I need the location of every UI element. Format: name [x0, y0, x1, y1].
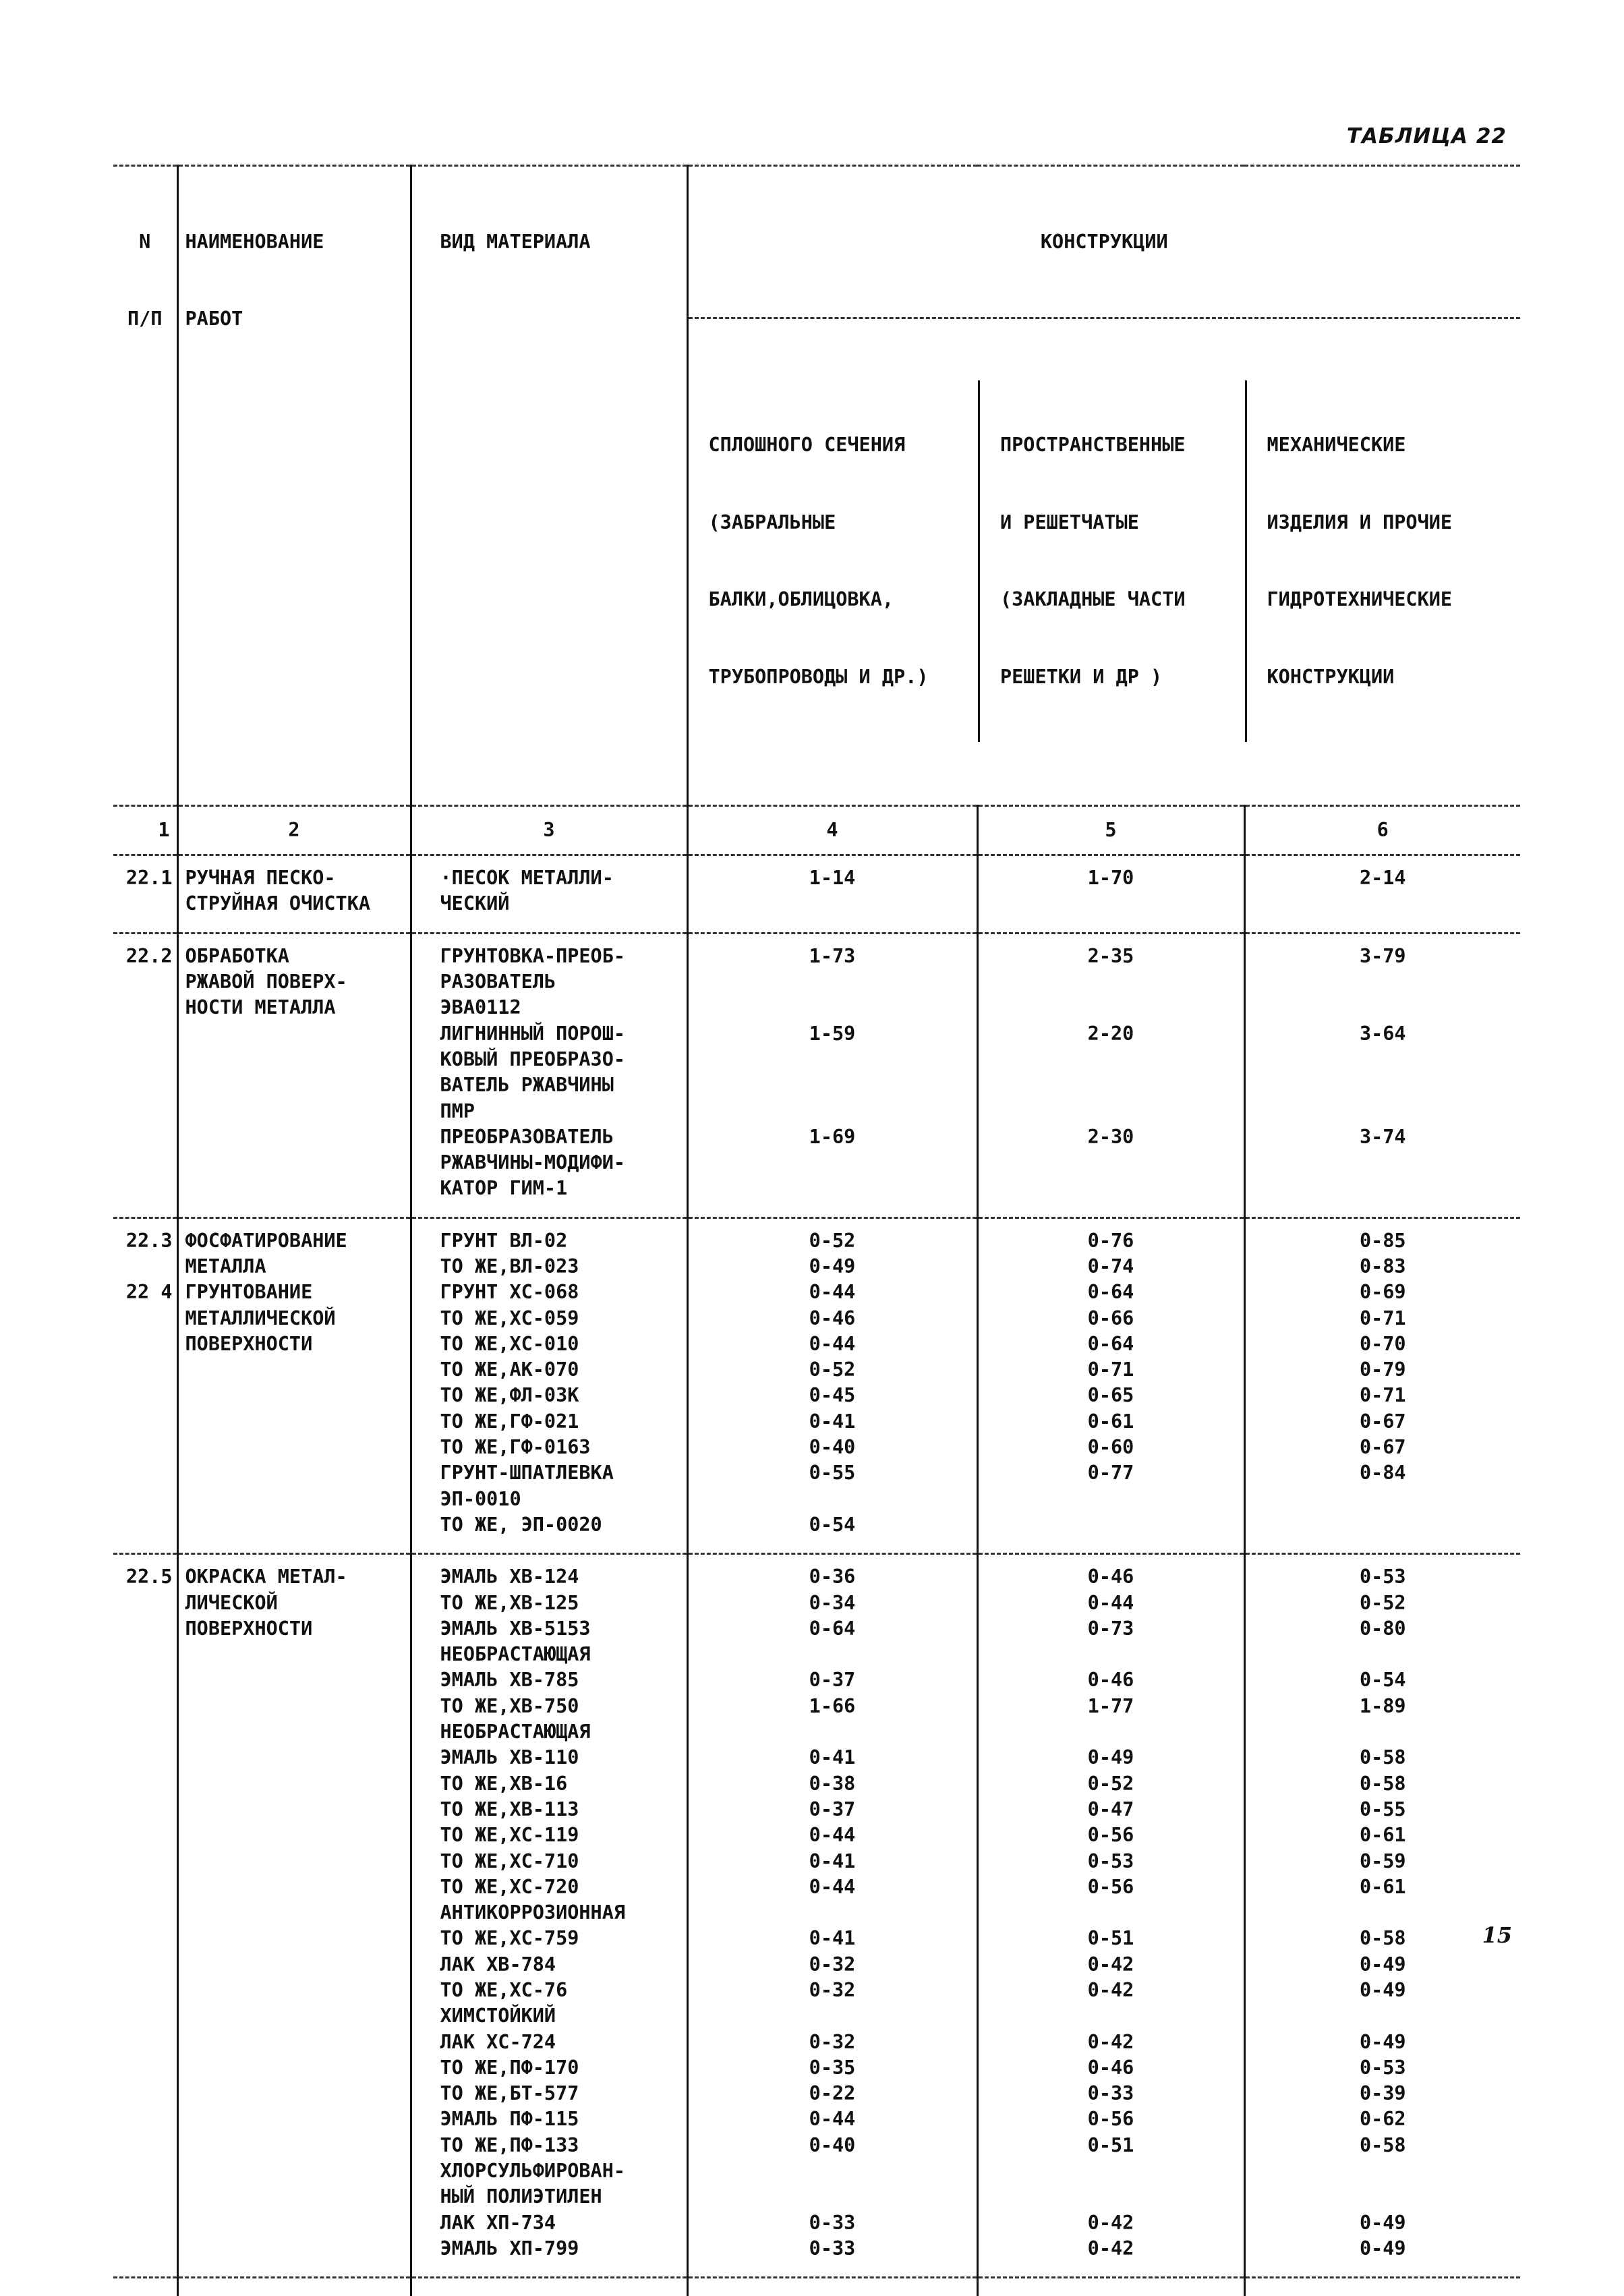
- cell-line: ПМР: [440, 1099, 475, 1122]
- cell-line: 0-71: [1087, 1358, 1134, 1381]
- cell-line: ФОСФАТИРОВАНИЕ: [185, 1229, 347, 1252]
- cell-line: 0-54: [809, 1513, 856, 1536]
- cell-line: 1-70: [1087, 867, 1134, 890]
- cell-line: КОВЫЙ ПРЕОБРАЗО-: [440, 1047, 626, 1070]
- cell-line: КАТОР ГИМ-1: [440, 1177, 568, 1200]
- cell-line: 0-58: [1359, 2133, 1406, 2156]
- cell-line: ТО ЖЕ,ХС-710: [440, 1849, 579, 1872]
- row-number: [113, 1217, 177, 1554]
- page-number: 15: [1482, 1922, 1512, 1948]
- cell-line: 0-36: [809, 1566, 856, 1588]
- cell-line: 0-41: [809, 1746, 856, 1769]
- cell-line: ГРУНТ ХС-068: [440, 1281, 579, 1304]
- cell-line: 0-33: [809, 2237, 856, 2260]
- material: [411, 933, 687, 1217]
- cell-line: 0-53: [1359, 2056, 1406, 2079]
- cell-line: ХЛОРСУЛЬФИРОВАН-: [440, 2160, 626, 2183]
- cell-line: ОБРАБОТКА: [185, 944, 289, 967]
- cell-line: 0-37: [809, 1669, 856, 1692]
- cell-line: НЕОБРАСТАЮЩАЯ: [440, 1721, 591, 1744]
- value-mechanical: [1244, 1554, 1520, 2278]
- cell-line: 22.2: [125, 944, 173, 967]
- column-number: 4: [687, 805, 977, 855]
- material: [411, 855, 687, 934]
- cell-line: 0-52: [1087, 1772, 1134, 1795]
- cell-line: 0-67: [1359, 1436, 1406, 1459]
- cell-line: 1-59: [809, 1022, 856, 1045]
- cell-line: ГРУНТ ВЛ-02: [440, 1229, 568, 1252]
- value-spatial: [977, 1554, 1244, 2278]
- cell-line: 0-42: [1087, 1979, 1134, 2001]
- cell-line: ТО ЖЕ,ГФ-0163: [440, 1436, 591, 1459]
- cell-line: 0-44: [809, 1281, 856, 1304]
- table-row: [113, 855, 1520, 934]
- header-sub-spatial: ПРОСТРАНСТВЕННЫЕ И РЕШЕТЧАТЫЕ (ЗАКЛАДНЫЕ ЧАСТИ РЕШЕТКИ И ДР ): [978, 380, 1245, 742]
- cell-line: ХИМСТОЙКИЙ: [440, 2005, 556, 2028]
- cell-line: РУЧНАЯ ПЕСКО-: [185, 867, 336, 890]
- cell-line: 0-33: [1087, 2082, 1134, 2105]
- cell-line: 2-30: [1087, 1125, 1134, 1148]
- row-number: [113, 855, 177, 934]
- cell-line: 0-85: [1359, 1229, 1406, 1252]
- cell-line: ЛАК ХВ-784: [440, 1953, 556, 1976]
- cell-line: 1-14: [809, 867, 856, 890]
- work-name: [177, 1554, 411, 2278]
- cell-line: ЭМАЛЬ ХВ-785: [440, 1669, 579, 1692]
- cell-line: 0-22: [809, 2082, 856, 2105]
- cell-line: 0-71: [1359, 1307, 1406, 1329]
- cell-line: 0-60: [1087, 1436, 1134, 1459]
- cell-line: 0-84: [1359, 1462, 1406, 1485]
- cell-line: 0-66: [1087, 1307, 1134, 1329]
- cell-line: 0-58: [1359, 1746, 1406, 1769]
- cell-line: 0-56: [1087, 2108, 1134, 2131]
- cell-line: МЕТАЛЛА: [185, 1255, 266, 1278]
- cell-line: 0-71: [1359, 1384, 1406, 1407]
- cell-line: МЕТАЛЛИЧЕСКОЙ: [185, 1307, 336, 1329]
- cell-line: ЭП-0010: [440, 1487, 521, 1510]
- cell-line: 0-74: [1087, 1255, 1134, 1278]
- column-number: 6: [1244, 805, 1520, 855]
- cell-line: ЛАК ХП-734: [440, 2211, 556, 2234]
- cell-line: 0-39: [1359, 2082, 1406, 2105]
- cell-line: ЭМАЛЬ ПФ-115: [440, 2108, 579, 2131]
- cell-line: 0-33: [809, 2211, 856, 2234]
- header-col-name: НАИМЕНОВАНИЕ РАБОТ: [177, 166, 411, 806]
- cell-line: СТРУЙНАЯ ОЧИСТКА: [185, 892, 371, 915]
- cell-line: 0-41: [809, 1927, 856, 1950]
- cell-line: [113, 1254, 173, 1280]
- cell-line: 0-37: [809, 1798, 856, 1820]
- cell-line: 0-69: [1359, 1281, 1406, 1304]
- material: [411, 1554, 687, 2278]
- cell-line: 0-53: [1087, 1849, 1134, 1872]
- cell-line: 0-44: [809, 1824, 856, 1847]
- cell-line: 0-55: [1359, 1798, 1406, 1820]
- cell-line: 0-47: [1087, 1798, 1134, 1820]
- column-number-row: [113, 805, 1520, 855]
- cell-line: 0-80: [1359, 1617, 1406, 1640]
- cell-line: 0-46: [1087, 1669, 1134, 1692]
- column-number: 2: [177, 805, 411, 855]
- cell-line: 0-64: [1087, 1332, 1134, 1355]
- cell-line: ТО ЖЕ,БТ-577: [440, 2082, 579, 2105]
- cell-line: ТО ЖЕ,ХС-119: [440, 1824, 579, 1847]
- cell-line: РАЗОВАТЕЛЬ: [440, 971, 556, 994]
- header-col-material: ВИД МАТЕРИАЛА: [411, 166, 687, 806]
- cell-line: 2-14: [1359, 867, 1406, 890]
- cell-line: 0-55: [809, 1462, 856, 1485]
- cell-line: 0-52: [809, 1229, 856, 1252]
- cell-line: 1-77: [1087, 1694, 1134, 1717]
- cell-line: 0-51: [1087, 1927, 1134, 1950]
- table-row: [113, 1217, 1520, 1554]
- cell-line: 2-35: [1087, 944, 1134, 967]
- cell-line: 1-69: [809, 1125, 856, 1148]
- cell-line: 0-32: [809, 1979, 856, 2001]
- cell-line: ОКРАСКА МЕТАЛ-: [185, 1566, 347, 1588]
- cell-line: 0-46: [809, 1307, 856, 1329]
- data-table: [113, 165, 1520, 2296]
- cell-line: 0-56: [1087, 1824, 1134, 1847]
- cell-line: 0-52: [1359, 1591, 1406, 1614]
- cell-line: ПОВЕРХНОСТИ: [185, 1617, 313, 1640]
- cell-line: ЭМАЛЬ ХВ-110: [440, 1746, 579, 1769]
- row-number: [113, 933, 177, 1217]
- cell-line: 0-42: [1087, 2211, 1134, 2234]
- value-mechanical: [1244, 1217, 1520, 1554]
- cell-line: 0-41: [809, 1849, 856, 1872]
- table-row: [113, 1554, 1520, 2278]
- cell-line: ТО ЖЕ,АК-070: [440, 1358, 579, 1381]
- value-spatial: [977, 1217, 1244, 1554]
- cell-line: ТО ЖЕ,ХС-76: [440, 1979, 568, 2001]
- cell-line: 0-46: [1087, 2056, 1134, 2079]
- cell-line: 0-46: [1087, 1566, 1134, 1588]
- cell-line: ПОВЕРХНОСТИ: [185, 1332, 313, 1355]
- cell-line: 22.1: [125, 867, 173, 890]
- cell-line: 22.5: [125, 1566, 173, 1588]
- work-name: [177, 1217, 411, 1554]
- cell-line: 0-64: [1087, 1281, 1134, 1304]
- cell-line: 0-77: [1087, 1462, 1134, 1485]
- cell-line: 0-40: [809, 1436, 856, 1459]
- value-solid: [687, 933, 977, 1217]
- cell-line: 22.3: [125, 1229, 173, 1252]
- cell-line: ГРУНТОВАНИЕ: [185, 1281, 313, 1304]
- cell-line: ЭВА0112: [440, 996, 521, 1019]
- cell-line: 0-40: [809, 2133, 856, 2156]
- cell-line: 0-42: [1087, 1953, 1134, 1976]
- cell-line: 3-64: [1359, 1022, 1406, 1045]
- cell-line: 0-65: [1087, 1384, 1134, 1407]
- cell-line: 0-44: [1087, 1591, 1134, 1614]
- cell-line: 0-61: [1087, 1410, 1134, 1433]
- cell-line: 0-32: [809, 2030, 856, 2053]
- cell-line: 0-76: [1087, 1229, 1134, 1252]
- cell-line: 0-62: [1359, 2108, 1406, 2131]
- cell-line: 0-49: [1359, 2211, 1406, 2234]
- header-sub-mechanical: МЕХАНИЧЕСКИЕ ИЗДЕЛИЯ И ПРОЧИЕ ГИДРОТЕХНИЧЕСКИЕ КОНСТРУКЦИИ: [1245, 380, 1521, 742]
- cell-line: 0-56: [1087, 1875, 1134, 1898]
- cell-line: ГРУНТОВКА-ПРЕОБ-: [440, 944, 626, 967]
- cell-line: ТО ЖЕ,ХВ-113: [440, 1798, 579, 1820]
- cell-line: ТО ЖЕ,ПФ-170: [440, 2056, 579, 2079]
- cell-line: ЭМАЛЬ ХВ-5153: [440, 1617, 591, 1640]
- cell-line: НЫЙ ПОЛИЭТИЛЕН: [440, 2185, 602, 2208]
- cell-line: НЕОБРАСТАЮЩАЯ: [440, 1643, 591, 1666]
- value-spatial: [977, 933, 1244, 1217]
- cell-line: ЛИГНИННЫЙ ПОРОШ-: [440, 1022, 626, 1045]
- column-number: 5: [977, 805, 1244, 855]
- cell-line: ТО ЖЕ,ФЛ-03К: [440, 1384, 579, 1407]
- cell-line: 0-49: [1087, 1746, 1134, 1769]
- cell-line: 0-49: [1359, 1953, 1406, 1976]
- cell-line: 0-54: [1359, 1669, 1406, 1692]
- cell-line: 0-53: [1359, 1566, 1406, 1588]
- cell-line: 0-35: [809, 2056, 856, 2079]
- value-mechanical: [1244, 933, 1520, 1217]
- cell-line: 0-45: [809, 1384, 856, 1407]
- cell-line: 0-38: [809, 1772, 856, 1795]
- cell-line: ·ПЕСОК МЕТАЛЛИ-: [440, 867, 614, 890]
- cell-line: ТО ЖЕ,ХС-059: [440, 1307, 579, 1329]
- cell-line: РЖАВОЙ ПОВЕРХ-: [185, 971, 347, 994]
- cell-line: 0-49: [809, 1255, 856, 1278]
- cell-line: АНТИКОРРОЗИОННАЯ: [440, 1901, 626, 1924]
- cell-line: РЖАВЧИНЫ-МОДИФИ-: [440, 1151, 626, 1174]
- cell-line: 0-32: [809, 1953, 856, 1976]
- cell-line: 0-49: [1359, 1979, 1406, 2001]
- value-solid: [687, 1554, 977, 2278]
- cell-line: 0-34: [809, 1591, 856, 1614]
- cell-line: ЛАК ХС-724: [440, 2030, 556, 2053]
- cell-line: 1-73: [809, 944, 856, 967]
- cell-line: 3-79: [1359, 944, 1406, 967]
- cell-line: ТО ЖЕ,ВЛ-023: [440, 1255, 579, 1278]
- work-name: [177, 855, 411, 934]
- cell-line: 0-41: [809, 1410, 856, 1433]
- column-number: 1: [113, 805, 177, 855]
- cell-line: ТО ЖЕ,ХВ-750: [440, 1694, 579, 1717]
- cell-line: ТО ЖЕ,ХС-759: [440, 1927, 579, 1950]
- cell-line: ТО ЖЕ,ПФ-133: [440, 2133, 579, 2156]
- cell-line: 0-52: [809, 1358, 856, 1381]
- cell-line: 0-58: [1359, 1772, 1406, 1795]
- cell-line: 0-67: [1359, 1410, 1406, 1433]
- cell-line: ПРЕОБРАЗОВАТЕЛЬ: [440, 1125, 614, 1148]
- cell-line: ТО ЖЕ,ХС-010: [440, 1332, 579, 1355]
- cell-line: 3-74: [1359, 1125, 1406, 1148]
- material: [411, 1217, 687, 1554]
- cell-line: 0-42: [1087, 2030, 1134, 2053]
- cell-line: 0-44: [809, 1332, 856, 1355]
- cell-line: 0-59: [1359, 1849, 1406, 1872]
- row-number: [113, 1554, 177, 2278]
- value-solid: [687, 855, 977, 934]
- cell-line: 0-61: [1359, 1824, 1406, 1847]
- header-col-constructions: КОНСТРУКЦИИ СПЛОШНОГО СЕЧЕНИЯ (ЗАБРАЛЬНЫЕ БАЛКИ,ОБЛИЦОВКА, ТРУБОПРОВОДЫ И ДР.) ПРОСТРАНСТВЕННЫЕ И РЕШЕТЧАТЫЕ (ЗАКЛАДНЫЕ ЧАСТИ РЕШЕТКИ И ДР ) МЕХАНИЧЕСКИЕ ИЗДЕЛИЯ И ПРОЧИЕ ГИДРОТЕХНИЧЕСКИЕ КОНСТРУКЦИИ: [687, 166, 1520, 806]
- cell-line: ЧЕСКИЙ: [440, 892, 510, 915]
- cell-line: 22 4: [125, 1281, 173, 1304]
- cell-line: 0-49: [1359, 2030, 1406, 2053]
- cell-line: ТО ЖЕ, ЭП-0020: [440, 1513, 602, 1536]
- cell-line: 0-61: [1359, 1875, 1406, 1898]
- table-row: [113, 933, 1520, 1217]
- cell-line: ЛИЧЕСКОЙ: [185, 1591, 278, 1614]
- cell-line: 0-79: [1359, 1358, 1406, 1381]
- column-number: 3: [411, 805, 687, 855]
- cell-line: НОСТИ МЕТАЛЛА: [185, 996, 336, 1019]
- cell-line: 0-51: [1087, 2133, 1134, 2156]
- cell-line: ВАТЕЛЬ РЖАВЧИНЫ: [440, 1074, 614, 1097]
- cell-line: 0-44: [809, 2108, 856, 2131]
- cell-line: 0-49: [1359, 2237, 1406, 2260]
- cell-line: 2-20: [1087, 1022, 1134, 1045]
- header-sub-solid: СПЛОШНОГО СЕЧЕНИЯ (ЗАБРАЛЬНЫЕ БАЛКИ,ОБЛИЦОВКА, ТРУБОПРОВОДЫ И ДР.): [708, 433, 929, 689]
- cell-line: 0-42: [1087, 2237, 1134, 2260]
- cell-line: 0-44: [809, 1875, 856, 1898]
- cell-line: 0-73: [1087, 1617, 1134, 1640]
- work-name: [177, 933, 411, 1217]
- cell-line: 1-66: [809, 1694, 856, 1717]
- cell-line: ТО ЖЕ,ХС-720: [440, 1875, 579, 1898]
- cell-line: 0-64: [809, 1617, 856, 1640]
- cell-line: 1-89: [1359, 1694, 1406, 1717]
- cell-line: 0-83: [1359, 1255, 1406, 1278]
- cell-line: ТО ЖЕ,ХВ-125: [440, 1591, 579, 1614]
- cell-line: ТО ЖЕ,ХВ-16: [440, 1772, 568, 1795]
- value-spatial: [977, 855, 1244, 934]
- cell-line: 0-58: [1359, 1927, 1406, 1950]
- cell-line: ЭМАЛЬ ХВ-124: [440, 1566, 579, 1588]
- cell-line: 0-70: [1359, 1332, 1406, 1355]
- cell-line: ТО ЖЕ,ГФ-021: [440, 1410, 579, 1433]
- header-row: [113, 166, 1520, 806]
- cell-line: ЭМАЛЬ ХП-799: [440, 2237, 579, 2260]
- value-mechanical: [1244, 855, 1520, 934]
- header-col-n: N П/П: [113, 166, 177, 806]
- value-solid: [687, 1217, 977, 1554]
- cell-line: ГРУНТ-ШПАТЛЕВКА: [440, 1462, 614, 1485]
- table-title: ТАБЛИЦА 22: [1346, 124, 1507, 148]
